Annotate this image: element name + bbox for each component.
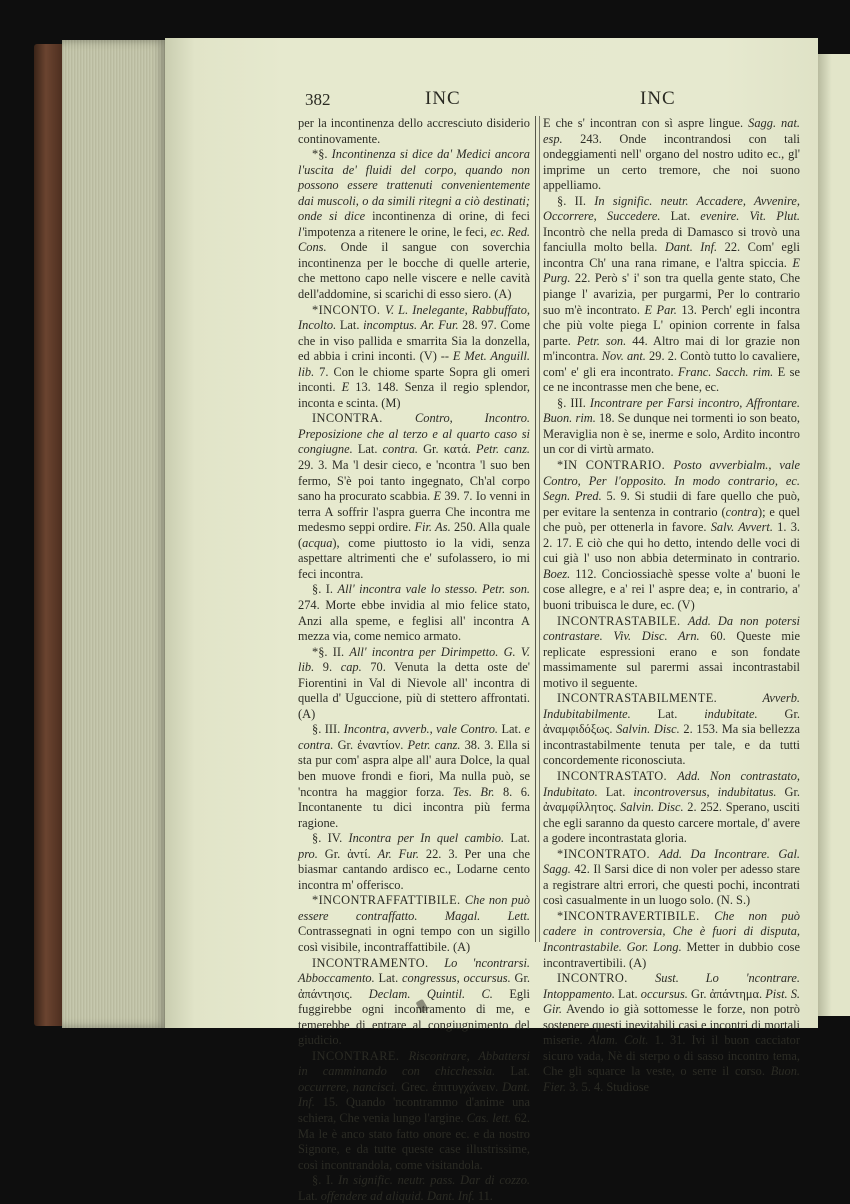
left-column xyxy=(298,116,530,1204)
entry-headword: *INCONTRAFFATTIBILE. xyxy=(312,893,465,908)
dictionary-entry xyxy=(298,411,530,582)
italic-text: l' xyxy=(298,224,305,239)
entry-headword: *IN CONTRARIO. xyxy=(557,458,674,473)
italic-text: Alam. Colt. xyxy=(588,1033,649,1048)
entry-headword: *INCONTO. xyxy=(312,302,385,317)
entry-text: 44. Altro mai di lor grazie non m'incontra. xyxy=(543,333,800,364)
italic-text: cap. xyxy=(340,660,362,675)
italic-text: Che non può cadere in controversia, Che è fuori di disputa, Incontrastabile. Gor. Long. xyxy=(543,908,801,954)
dictionary-entry xyxy=(543,909,800,971)
italic-text: Che non può essere contraffatto. Magal. Lett. xyxy=(298,893,530,923)
dictionary-entry xyxy=(298,722,530,831)
italic-text: Incontra, avverb., vale Contro. xyxy=(343,722,499,737)
entry-text: 11. xyxy=(474,1188,493,1203)
entry-text: 5. 9. Si studii di fare quello che può, per evitare la sentenza in contrario ( xyxy=(543,489,800,519)
column-divider xyxy=(535,116,540,942)
italic-text: Add. Da non potersi contrastare. Viv. Disc. Arn. xyxy=(543,613,800,644)
italic-text: e contra. xyxy=(298,722,530,752)
italic-text: Salvin. Disc. xyxy=(616,722,680,737)
entry-headword: INCONTRA. xyxy=(312,411,416,426)
dictionary-entry xyxy=(298,956,530,1049)
entry-text: Lat. xyxy=(336,318,364,333)
italic-text: Incontra per In quel cambio. xyxy=(348,831,505,846)
entry-text: 1. 31. Ivi il buon cacciator sicuro vada, Nè di sterpo o di sasso incontro tema, Che gli squarce la veste, o serre il corso. xyxy=(543,1033,800,1079)
dictionary-entry xyxy=(298,831,530,893)
dictionary-entry xyxy=(543,194,800,396)
entry-text: Gr. ἀπάντησις. xyxy=(298,971,530,1001)
italic-text: Buon. Fier. xyxy=(543,1064,800,1094)
entry-text: 1. 3. 2. 17. E ciò che qui ho detto, intendo delle voci di cui già l' uso non abbia determinato in contrario. xyxy=(543,520,800,566)
italic-text: Salvin. Disc. xyxy=(620,800,684,815)
italic-text: Dant. Inf. xyxy=(298,1079,530,1110)
dictionary-entry xyxy=(298,1173,530,1204)
entry-headword: INCONTRO. xyxy=(557,971,656,986)
page-number: 382 xyxy=(305,90,331,109)
entry-text: 8. 6. Incontanente tu dici incontra più ferma ragione. xyxy=(298,784,530,830)
italic-text: In signific. neutr. Accadere, Avvenire, Occorrere, Succedere. xyxy=(543,193,800,224)
entry-text: Gr. ἐναντίον. xyxy=(333,737,408,752)
dictionary-entry xyxy=(298,1049,530,1173)
right-column xyxy=(543,116,800,1095)
entry-text: 13. 148. Senza il regio splendor, inconta e scinta. (M) xyxy=(298,380,530,410)
dictionary-entry xyxy=(543,116,800,194)
entry-headword: INCONTRASTABILMENTE. xyxy=(557,691,763,706)
italic-text: occursus. xyxy=(640,986,688,1001)
italic-text: All' incontra per Dirimpetto. G. V. lib. xyxy=(298,644,530,675)
entry-text: Avendo io già sottomesse le forze, non potrò sostenere questi inevitabili casi e incontri di mortali miserie. xyxy=(543,1002,800,1048)
running-head-left: INC xyxy=(425,88,461,109)
entry-text: Lat. xyxy=(614,986,641,1001)
italic-text: Petr. canz. xyxy=(407,737,461,752)
italic-text: Lo 'ncontrarsi. Abboccamento. xyxy=(298,955,530,986)
italic-text: pro. xyxy=(298,846,318,861)
italic-text: Petr. canz. xyxy=(476,442,530,457)
entry-text: E se ce ne incontrasse men che bene, ec. xyxy=(543,364,800,395)
entry-text: Gr. ἀπάντημα. xyxy=(687,986,766,1001)
italic-text: Petr. son. xyxy=(576,333,627,348)
entry-headword: INCONTRASTATO. xyxy=(557,768,678,783)
entry-text: 39. 7. Io venni in terra A soffrir l'aspra guerra Che incontra me medesmo seppi ordire. xyxy=(298,489,530,535)
entry-text: Contrassegnati in ogni tempo con un sigillo così visibile, incontraffattibile. (A) xyxy=(298,924,530,954)
dictionary-entry xyxy=(298,147,530,302)
italic-text: Sust. Lo 'ncontrare. Intoppamento. xyxy=(543,971,800,1001)
dictionary-entry xyxy=(543,614,800,692)
italic-text: Riscontrare, Abbattersi in camminando con chicchessia. xyxy=(298,1048,530,1079)
italic-text: contra xyxy=(725,504,758,519)
entry-text: 42. Il Sarsi dice di non voler per adesso stare a registrare altri errori, che questi pochi, incontrati così casualmente in un luogo solo. (N. S.) xyxy=(543,862,800,908)
entry-text: Lat. xyxy=(352,442,383,457)
italic-text: ec. Red. Cons. xyxy=(298,224,530,255)
italic-text: Incontinenza si dice da' Medici ancora l'uscita de' fluidi del corpo, quando non possono essere trattenuti convenientemente dai muscoli, o da simili ritegni a ciò destinati; onde si dice xyxy=(298,147,530,224)
entry-text: ), come piuttosto io la vidi, senza aspettare altrimenti che e' sufolassero, io mi feci incontra. xyxy=(298,535,530,581)
entry-text: 29. 3. Ma 'l desir cieco, e 'ncontra 'l suo ben fermo, S'è poi tanto ingegnato, Ch'al corpo sano ha procurato scabbia. xyxy=(298,458,530,504)
entry-text: 13. Perch' egli incontra che più volte piega L' opinion corrente in falsa parte. xyxy=(543,302,800,348)
entry-text: 243. Onde incontrandosi con tali ondeggiamenti nell' organo del nostro udito ec., gl' imprime un certo tremore, che noi suono appelliamo. xyxy=(543,131,800,193)
dictionary-entry xyxy=(298,116,530,147)
dictionary-entry xyxy=(543,847,800,909)
italic-text: Nov. ant. xyxy=(601,349,646,364)
italic-text: evenire. Vit. Plut. xyxy=(700,209,800,224)
italic-text: indubitate. xyxy=(704,706,758,721)
italic-text: E xyxy=(341,380,350,395)
italic-text: Contro, Incontro. Preposizione che al terzo e al quarto caso si congiugne. xyxy=(298,411,530,457)
entry-text: 60. Queste mie replicate espressioni erano e son fondate massimamente sul parermi assai incontrastabil motivo il seguente. xyxy=(543,629,800,690)
italic-text: E xyxy=(433,489,442,504)
entry-text: Gr. κατά. xyxy=(418,442,477,457)
italic-text: E Met. Anguill. lib. xyxy=(298,349,531,379)
dictionary-entry xyxy=(543,971,800,1095)
entry-text: Lat. xyxy=(495,1064,530,1079)
page-edges xyxy=(62,40,168,1028)
entry-text: 70. Venuta la detta oste de' Fiorentini in Val di Nievole all' incontra di quella d' Uguccione, più di stettero affrontati. (A) xyxy=(298,660,530,721)
entry-text: Lat. xyxy=(298,1188,321,1203)
entry-text: 3. 5. 4. Studiose xyxy=(566,1079,650,1094)
dictionary-entry xyxy=(298,893,530,955)
entry-text: per la incontinenza dello accresciuto disiderio continovamente. xyxy=(298,116,530,146)
running-head-right: INC xyxy=(640,88,676,109)
entry-text: §. III. xyxy=(557,395,590,410)
italic-text: In signific. neutr. pass. Dar di cozzo. xyxy=(338,1173,531,1188)
entry-text: Lat. xyxy=(374,971,402,986)
entry-text: 9. xyxy=(314,660,341,675)
entry-text: 29. 2. Contò tutto lo cavaliere, com' e' gli era incontrato. xyxy=(543,349,800,379)
entry-text: §. IV. xyxy=(312,831,349,846)
italic-text: Avverb. Indubitabilmente. xyxy=(543,691,800,721)
entry-text: 250. Alla quale ( xyxy=(298,520,530,550)
entry-text: Gr. ἀναμφιδόξως. xyxy=(543,706,800,737)
entry-text: Incontrò che nella preda di Damasco si trovò una fanciulla molto bella. xyxy=(543,224,800,255)
entry-text: Lat. xyxy=(597,784,634,799)
italic-text: Sagg. nat. esp. xyxy=(543,116,800,146)
entry-text: 28. 97. Come che in viso pallida e smarrita Sia la donzella, ed abbia i crini inconti. (V) -- xyxy=(298,318,530,364)
italic-text: Ar. Fur. xyxy=(377,846,419,861)
italic-text: All' incontra vale lo stesso. Petr. son. xyxy=(337,582,530,597)
italic-text: Salv. Avvert. xyxy=(710,520,773,535)
entry-headword: *INCONTRAVERTIBILE. xyxy=(557,908,715,923)
next-page-edge xyxy=(818,54,850,1016)
entry-text: Gr. ἀντί. xyxy=(317,846,378,861)
entry-text: E che s' incontran con sì aspre lingue. xyxy=(543,116,749,130)
entry-text: Grec. ἐπιτυγχάνειν. xyxy=(397,1079,503,1094)
italic-text: Cas. lett. xyxy=(466,1111,512,1125)
entry-text: 2. 153. Ma sia bellezza incontrastabilmente tenuta per tale, e da tutti concordemente riconosciuta. xyxy=(543,722,800,768)
entry-text: §. I. xyxy=(312,582,338,597)
italic-text: E Purg. xyxy=(543,255,800,286)
entry-text: 112. Conciossiachè spesse volte a' buoni le cose allegre, e a' rei l' aspre dea; e, in contrario, a' buoni tribuisca le dure, ec. (V) xyxy=(543,566,800,612)
entry-text: §. II. xyxy=(557,193,595,208)
entry-text: ); e quel che può, per ottenerla in favore. xyxy=(543,504,800,535)
italic-text: Add. Non contrastato, Indubitato. xyxy=(543,768,801,799)
entry-text: Lat. xyxy=(660,209,701,224)
italic-text: Dant. Inf. xyxy=(664,240,718,255)
italic-text: acqua xyxy=(302,535,333,550)
italic-text: Fir. As. xyxy=(414,520,451,535)
italic-text: incomptus. Ar. Fur. xyxy=(363,318,459,333)
italic-text: congressus, occursus. xyxy=(402,971,511,986)
italic-text: contra. xyxy=(382,442,418,457)
dictionary-entry xyxy=(543,769,800,847)
italic-text: Tes. Br. xyxy=(452,784,495,799)
dictionary-entry xyxy=(543,458,800,613)
italic-text: Boez. xyxy=(543,566,571,581)
dictionary-entry xyxy=(298,303,530,412)
italic-text: Posto avverbialm., vale Contro, Per l'opposito. In modo contrario, ec. Segn. Pred. xyxy=(543,458,800,504)
italic-text: Incontrare per Farsi incontro, Affrontare. Buon. rim. xyxy=(543,395,800,426)
entry-text: §. I. xyxy=(312,1173,339,1188)
italic-text: Declam. Quintil. C. xyxy=(368,986,493,1001)
entry-text: Egli fuggirebbe ogni incontramento di me, e temerebbe di entrare al congiugnimento del giudicio. xyxy=(298,986,530,1048)
entry-text: 15. Quando 'ncontrammo d'anime una schiera, Che venia lungo l'argine. xyxy=(298,1095,530,1125)
dictionary-entry xyxy=(543,396,800,458)
italic-text: Pist. S. Gir. xyxy=(543,986,800,1017)
entry-text: 18. Se dunque nei tormenti io son beato, Meraviglia non è se, inerme e solo, Ardito incontro un cor di virtù armato. xyxy=(543,411,800,457)
italic-text: occurrere, nancisci. xyxy=(298,1079,398,1094)
italic-text: Add. Da Incontrare. Gal. Sagg. xyxy=(543,846,801,877)
italic-text: incontroversus, indubitatus. xyxy=(633,784,777,799)
entry-headword: INCONTRAMENTO. xyxy=(312,955,445,970)
dictionary-entry xyxy=(543,691,800,769)
italic-text: offendere ad aliquid. Dant. Inf. xyxy=(320,1188,475,1203)
italic-text: Franc. Sacch. rim. xyxy=(678,364,774,379)
entry-text: Gr. ἀναμφίλλητος. xyxy=(543,784,800,815)
italic-text: V. L. Inelegante, Rabbuffato, Incolto. xyxy=(298,302,531,333)
entry-text: 38. 3. Ella si sta pur com' aspra alpe all' aura Dolce, la qual ben muove frondi e fiori, Ma nulla può, se 'ncontra ha maggior forza. xyxy=(298,737,531,799)
entry-text: Lat. xyxy=(630,706,705,721)
entry-text: incontinenza di orine, di feci xyxy=(365,209,530,224)
entry-text: 22. Com' egli incontra Ch' una rana rimane, e l'altra spiccia. xyxy=(543,240,800,270)
entry-text: 2. 252. Sperano, usciti che egli saranno da questo carcere mortale, d' avere a godere incontrastata gloria. xyxy=(543,800,800,846)
entry-text: 62. Ma le è anco stato fatto onore ec. e da nostro Signore, e da tutte queste case illustrissime, così incontrandola, come visitandola. xyxy=(298,1111,530,1172)
entry-text: *§. xyxy=(312,147,332,162)
entry-text: §. III. xyxy=(312,722,344,737)
entry-text: impotenza a ritenere le orine, le feci, xyxy=(304,224,491,239)
entry-text: 7. Con le chiome sparte Sopra gli omeri inconti. xyxy=(298,364,530,395)
entry-headword: *INCONTRATO. xyxy=(557,846,659,861)
entry-text: Lat. xyxy=(498,722,525,737)
entry-text: Lat. xyxy=(504,831,531,846)
entry-text: 22. 3. Per una che biasmar cantando ardisco ec., Lodarne cento incontra m' offerisco. xyxy=(298,846,530,892)
entry-text: Metter in dubbio cose incontravertibili. (A) xyxy=(543,939,800,970)
entry-text: 274. Morte ebbe invidia al mio felice stato, Anzi alla speme, e feglisi all' incontra A mezza via, come nemico armato. xyxy=(298,597,530,644)
dictionary-entry xyxy=(298,582,530,644)
entry-headword: INCONTRARE. xyxy=(312,1048,409,1063)
book-cover xyxy=(34,44,64,1026)
entry-text: *§. II. xyxy=(312,644,350,659)
entry-headword: INCONTRASTABILE. xyxy=(557,613,688,628)
italic-text: E Par. xyxy=(644,302,677,317)
dictionary-entry xyxy=(298,645,530,723)
entry-text: 22. Però s' i' son tra quella gente stato, Che piange l' avarizia, per purgarmi, Per lo contrario suo m'è incontrato. xyxy=(543,271,800,317)
entry-text: Onde il sangue con soverchia incontinenza per le bocche di quelle arterie, che mettono capo nelle viscere e nelle cavità dell'addomine, si scarichi di esso siero. (A) xyxy=(298,240,530,302)
